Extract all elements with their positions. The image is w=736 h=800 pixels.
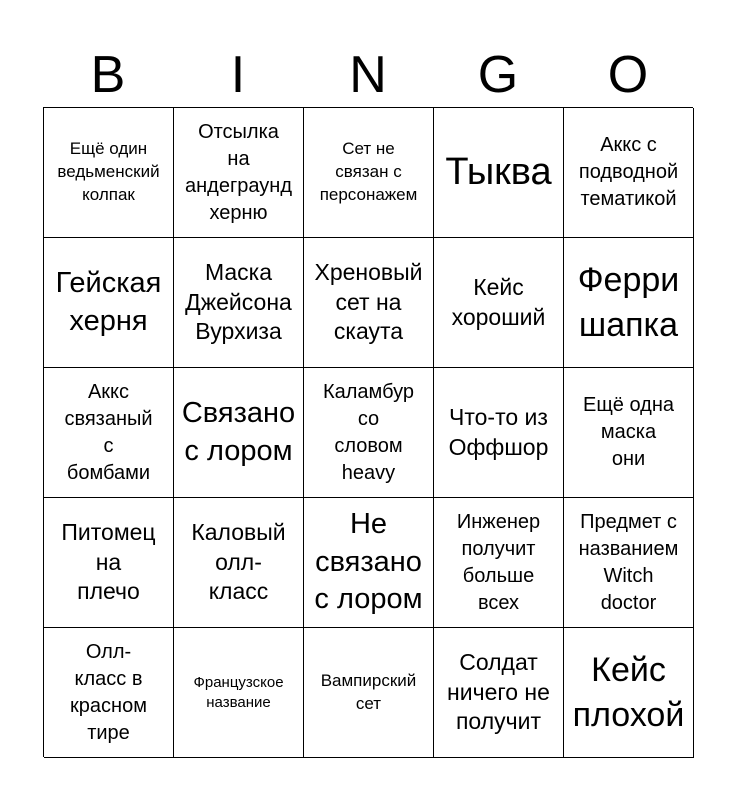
bingo-board <box>43 107 693 757</box>
bingo-cell[interactable] <box>434 498 564 628</box>
cell-text: Маска Джейсона Вурхиза <box>185 258 292 345</box>
bingo-cell[interactable] <box>44 628 174 758</box>
cell-text: Гейская херня <box>55 266 162 337</box>
cell-text: Французское название <box>193 674 284 711</box>
cell-text: Каламбур со словом heavy <box>322 380 414 484</box>
cell-text: Аккс с подводной тематикой <box>578 134 679 210</box>
bingo-cell[interactable] <box>44 368 174 498</box>
bingo-header <box>43 44 693 106</box>
cell-text: Сет не связан с персонажем <box>319 139 418 204</box>
bingo-cell[interactable] <box>304 628 434 758</box>
cell-text: Предмет с названием Witch doctor <box>578 510 679 614</box>
bingo-cell[interactable] <box>304 368 434 498</box>
bingo-cell[interactable] <box>174 628 304 758</box>
bingo-cell[interactable] <box>44 498 174 628</box>
bingo-cell[interactable] <box>564 498 694 628</box>
bingo-cell[interactable] <box>174 498 304 628</box>
header-letter-n: N <box>349 46 387 104</box>
cell-text: Каловый олл- класс <box>191 518 286 605</box>
header-letter-g: G <box>477 46 519 104</box>
cell-text: Не связано с лором <box>314 507 423 616</box>
bingo-cell[interactable] <box>44 108 174 238</box>
cell-text: Что-то из Оффшор <box>448 403 549 460</box>
cell-text: Питомец на плечо <box>61 518 156 605</box>
cell-text: Хреновый сет на скаута <box>314 258 423 345</box>
bingo-cell[interactable] <box>564 368 694 498</box>
header-letter-o: O <box>607 46 649 104</box>
cell-text: Связано с лором <box>181 396 296 467</box>
bingo-cell[interactable] <box>174 238 304 368</box>
cell-text: Кейс хороший <box>451 273 546 330</box>
cell-text: Отсылка на андеграунд херню <box>185 120 292 224</box>
bingo-cell[interactable] <box>174 368 304 498</box>
bingo-cell[interactable] <box>434 628 564 758</box>
bingo-cell[interactable] <box>434 108 564 238</box>
bingo-cell[interactable] <box>304 498 434 628</box>
header-letter-i: I <box>230 46 246 104</box>
cell-text: Инженер получит больше всех <box>456 510 541 614</box>
bingo-cell[interactable] <box>564 628 694 758</box>
bingo-cell[interactable] <box>564 238 694 368</box>
cell-text: Тыква <box>445 150 552 193</box>
bingo-cell[interactable] <box>304 238 434 368</box>
cell-text: Ферри шапка <box>577 261 680 344</box>
cell-text: Вампирский сет <box>320 670 417 713</box>
bingo-cell[interactable] <box>434 238 564 368</box>
header-letter-b: B <box>90 46 126 104</box>
cell-text: Аккс связаный с бомбами <box>64 380 153 484</box>
bingo-cell[interactable] <box>434 368 564 498</box>
cell-text: Ещё один ведьменский колпак <box>57 139 160 204</box>
cell-text: Солдат ничего не получит <box>447 648 550 735</box>
cell-text: Кейс плохой <box>572 651 685 734</box>
bingo-cell[interactable] <box>304 108 434 238</box>
cell-text: Ещё одна маска они <box>583 394 674 470</box>
bingo-cell[interactable] <box>174 108 304 238</box>
bingo-cell[interactable] <box>44 238 174 368</box>
cell-text: Олл- класс в красном тире <box>70 640 147 744</box>
bingo-cell[interactable] <box>564 108 694 238</box>
